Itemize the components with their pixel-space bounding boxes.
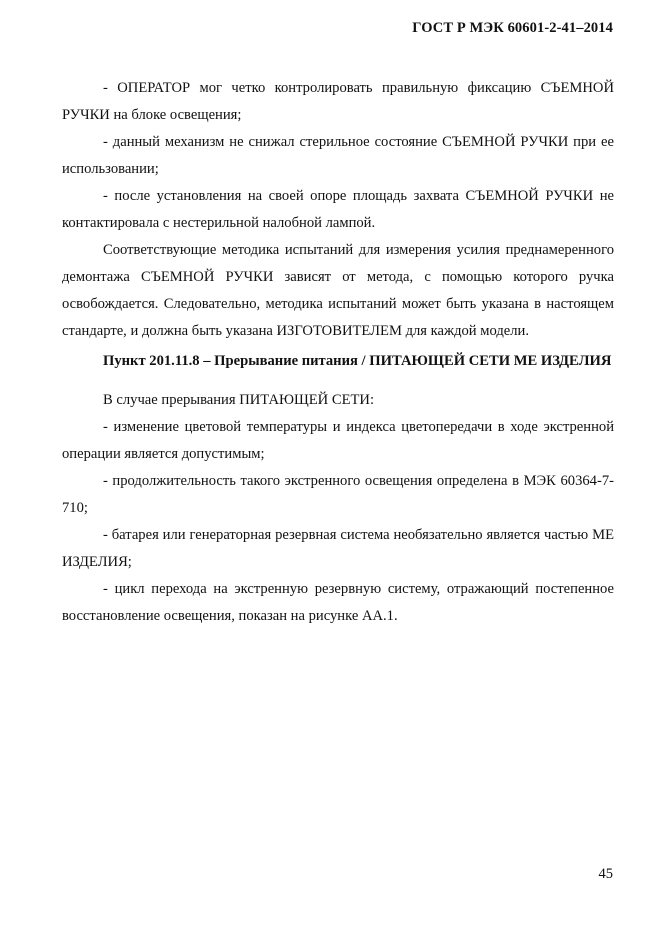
section-heading: Пункт 201.11.8 – Прерывание питания / ПИТАЮЩЕЙ СЕТИ МЕ ИЗДЕЛИЯ (103, 353, 612, 369)
paragraph-operator-control: - ОПЕРАТОР мог четко контролировать правильную фиксацию СЪЕМНОЙ РУЧКИ на блоке освещения; (62, 80, 614, 123)
body-text (62, 75, 614, 630)
document-code-header: ГОСТ Р МЭК 60601-2-41–2014 (412, 20, 613, 36)
paragraph-power-interruption: В случае прерывания ПИТАЮЩЕЙ СЕТИ: (103, 392, 375, 408)
paragraph-emergency-duration: - продолжительность такого экстренного освещения определена в МЭК 60364-7-710; (62, 473, 614, 516)
paragraph-grip-area: - после установления на своей опоре площадь захвата СЪЕМНОЙ РУЧКИ не контактировала с нестерильной налобной лампой. (62, 188, 614, 231)
paragraph-battery-backup: - батарея или генераторная резервная система необязательно является частью МЕ ИЗДЕЛИЯ; (62, 527, 614, 570)
paragraph-test-method: Соответствующие методика испытаний для измерения усилия преднамеренного демонтажа СЪЕМНОЙ РУЧКИ зависят от метода, с помощью которого ручка освобождается. Следовательно, методика испытаний может быть указана в настоящем стандарте, и должна быть указана ИЗГОТОВИТЕЛЕМ для каждой модели. (62, 242, 614, 339)
paragraph-sterility: - данный механизм не снижал стерильное состояние СЪЕМНОЙ РУЧКИ при ее использовании; (62, 134, 614, 177)
paragraph-color-temperature: - изменение цветовой температуры и индекса цветопередачи в ходе экстренной операции является допустимым; (62, 419, 614, 462)
page-number: 45 (598, 866, 613, 882)
paragraph-transition-cycle: - цикл перехода на экстренную резервную систему, отражающий постепенное восстановление освещения, показан на рисунке АА.1. (62, 581, 614, 624)
